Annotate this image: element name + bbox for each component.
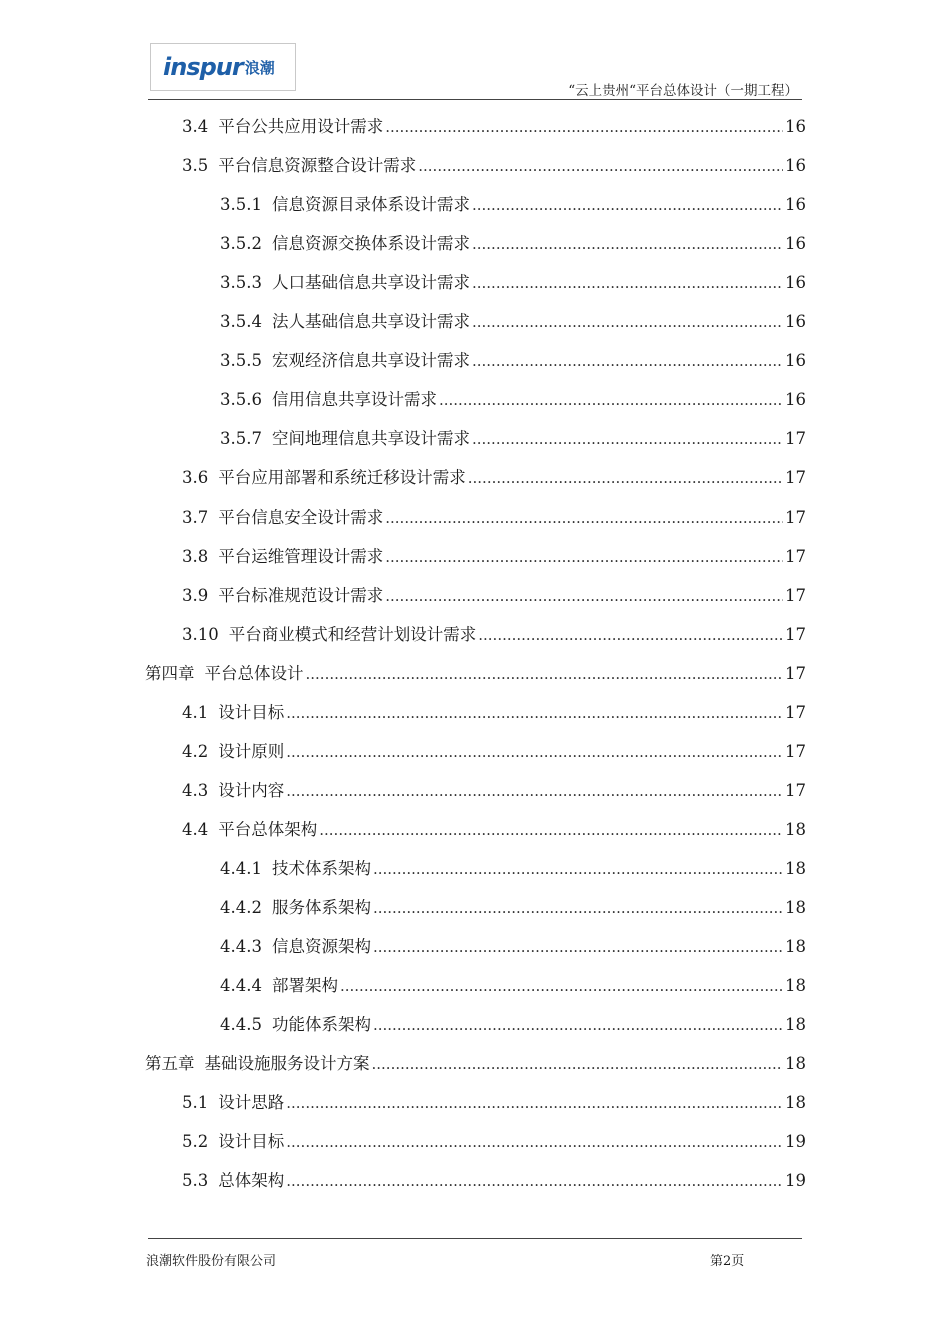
toc-dot-leader	[385, 509, 783, 527]
toc-entry-page: 16	[785, 234, 806, 254]
toc-entry-number: 3.5.1	[220, 195, 262, 215]
toc-entry-title: 平台总体架构	[218, 819, 318, 839]
toc-entry[interactable]	[220, 1011, 806, 1035]
toc-entry-page: 17	[785, 507, 806, 527]
toc-dot-leader	[478, 626, 783, 644]
toc-entry-number: 3.9	[182, 585, 209, 605]
toc-entry-title: 信息资源架构	[271, 937, 371, 957]
toc-entry[interactable]	[182, 1167, 806, 1191]
toc-entry[interactable]	[182, 504, 806, 528]
toc-dot-leader	[286, 782, 783, 800]
footer-page-number: 第2页	[710, 1254, 745, 1269]
toc-dot-leader	[418, 157, 783, 175]
toc-entry-title: 技术体系架构	[271, 858, 371, 878]
toc-entry-title: 平台公共应用设计需求	[218, 117, 384, 136]
toc-entry[interactable]	[182, 582, 806, 606]
logo-wordmark: inspur	[163, 53, 243, 81]
toc-entry-title: 部署架构	[271, 976, 338, 996]
toc-dot-leader	[340, 977, 783, 995]
toc-entry[interactable]	[220, 425, 806, 449]
toc-entry[interactable]	[182, 152, 806, 176]
toc-entry-title: 设计原则	[218, 741, 285, 761]
toc-entry-number: 3.5.4	[220, 312, 262, 332]
toc-entry-number: 4.4.3	[220, 937, 262, 957]
toc-entry-title: 信用信息共享设计需求	[271, 390, 437, 410]
toc-entry[interactable]	[220, 855, 806, 879]
toc-entry-page: 18	[785, 937, 806, 957]
toc-dot-leader	[472, 352, 783, 370]
toc-entry-number: 4.4.4	[220, 976, 262, 996]
toc-entry[interactable]	[220, 894, 806, 918]
toc-dot-leader	[472, 196, 783, 214]
toc-entry-number: 4.4.1	[220, 858, 262, 878]
toc-entry-title: 设计目标	[218, 702, 285, 722]
toc-entry-page: 16	[785, 351, 806, 371]
toc-entry-page: 18	[785, 898, 806, 917]
toc-entry-title: 人口基础信息共享设计需求	[271, 273, 470, 293]
toc-dot-leader	[385, 118, 783, 136]
toc-dot-leader	[472, 430, 783, 448]
toc-entry[interactable]	[145, 660, 806, 684]
toc-entry-number: 3.5.6	[220, 390, 262, 410]
toc-entry-page: 17	[785, 741, 806, 761]
toc-entry[interactable]	[145, 1050, 806, 1074]
toc-entry[interactable]	[182, 699, 806, 723]
toc-entry[interactable]	[220, 269, 806, 293]
toc-entry[interactable]	[220, 972, 806, 996]
toc-dot-leader	[439, 391, 783, 409]
toc-entry-page: 17	[785, 429, 806, 449]
toc-entry-page: 17	[785, 663, 806, 683]
toc-entry-number: 4.4.5	[220, 1015, 262, 1035]
toc-entry[interactable]	[220, 191, 806, 215]
toc-entry-title: 平台商业模式和经营计划设计需求	[228, 624, 477, 644]
document-title: “云上贵州“平台总体设计（一期工程）	[568, 83, 798, 99]
toc-entry-title: 平台总体设计	[204, 663, 304, 683]
toc-entry[interactable]	[182, 464, 806, 488]
toc-entry-title: 设计内容	[218, 780, 285, 800]
toc-dot-leader	[286, 743, 783, 761]
toc-entry-page: 17	[785, 702, 806, 722]
toc-entry-page: 16	[785, 117, 806, 136]
toc-dot-leader	[373, 938, 783, 956]
toc-entry-number: 3.7	[182, 507, 209, 527]
toc-entry-page: 16	[785, 273, 806, 293]
toc-entry-title: 设计目标	[218, 1132, 285, 1152]
company-logo	[150, 43, 296, 91]
toc-dot-leader	[306, 665, 784, 683]
toc-entry[interactable]	[182, 1089, 806, 1113]
toc-entry-page: 16	[785, 195, 806, 215]
toc-entry-page: 18	[785, 858, 806, 878]
toc-entry[interactable]	[182, 543, 806, 567]
toc-dot-leader	[385, 548, 783, 566]
toc-entry-number: 第四章	[145, 663, 195, 683]
toc-entry-number: 5.2	[182, 1132, 209, 1152]
toc-entry-number: 3.8	[182, 546, 209, 566]
toc-entry-page: 16	[785, 390, 806, 410]
toc-dot-leader	[286, 1133, 783, 1151]
toc-entry-title: 信息资源目录体系设计需求	[271, 195, 470, 215]
toc-entry-title: 基础设施服务设计方案	[204, 1054, 370, 1074]
toc-entry-number: 4.2	[182, 741, 209, 761]
toc-dot-leader	[472, 274, 783, 292]
toc-entry-page: 16	[785, 312, 806, 332]
toc-entry-page: 18	[785, 1015, 806, 1035]
toc-entry-number: 4.4.2	[220, 898, 262, 917]
toc-entry[interactable]	[220, 308, 806, 332]
header-divider	[148, 99, 802, 100]
toc-entry-title: 平台信息资源整合设计需求	[218, 156, 417, 176]
toc-entry-page: 17	[785, 624, 806, 644]
toc-entry-title: 平台标准规范设计需求	[218, 585, 384, 605]
toc-entry-title: 功能体系架构	[271, 1015, 371, 1035]
toc-entry[interactable]	[182, 1128, 806, 1152]
toc-dot-leader	[286, 1094, 783, 1112]
toc-entry[interactable]	[182, 738, 806, 762]
toc-entry-number: 第五章	[145, 1054, 195, 1074]
footer-divider	[148, 1238, 802, 1239]
toc-entry-page: 17	[785, 468, 806, 488]
toc-entry-title: 平台运维管理设计需求	[218, 546, 384, 566]
toc-entry-number: 3.6	[182, 468, 209, 488]
toc-entry-number: 3.5	[182, 156, 209, 176]
toc-entry-title: 设计思路	[218, 1093, 285, 1113]
toc-entry[interactable]	[220, 933, 806, 957]
toc-entry-number: 3.5.7	[220, 429, 262, 449]
toc-entry-title: 宏观经济信息共享设计需求	[271, 351, 470, 371]
toc-entry-number: 4.1	[182, 702, 209, 722]
toc-entry-number: 5.1	[182, 1093, 209, 1113]
toc-entry-page: 16	[785, 156, 806, 176]
toc-entry-title: 空间地理信息共享设计需求	[271, 429, 470, 449]
toc-dot-leader	[373, 1016, 783, 1034]
toc-entry-page: 18	[785, 819, 806, 839]
toc-entry-number: 3.5.3	[220, 273, 262, 293]
toc-entry[interactable]	[182, 621, 806, 645]
toc-dot-leader	[472, 313, 783, 331]
toc-dot-leader	[385, 587, 783, 605]
toc-entry-number: 5.3	[182, 1171, 209, 1191]
logo-chinese-name: 浪潮	[244, 58, 275, 77]
toc-dot-leader	[319, 821, 783, 839]
toc-entry[interactable]	[220, 386, 806, 410]
toc-entry-number: 3.4	[182, 117, 209, 136]
toc-entry-page: 18	[785, 1093, 806, 1113]
toc-entry-title: 法人基础信息共享设计需求	[271, 312, 470, 332]
toc-entry[interactable]	[182, 113, 806, 137]
toc-dot-leader	[372, 1055, 784, 1073]
toc-entry[interactable]	[220, 230, 806, 254]
toc-dot-leader	[472, 235, 783, 253]
toc-entry-page: 17	[785, 780, 806, 800]
toc-entry-title: 平台信息安全设计需求	[218, 507, 384, 527]
toc-entry-number: 4.3	[182, 780, 209, 800]
toc-entry-page: 18	[785, 1054, 806, 1074]
toc-dot-leader	[468, 469, 783, 487]
toc-dot-leader	[373, 860, 783, 878]
toc-entry-number: 4.4	[182, 819, 209, 839]
toc-dot-leader	[286, 1172, 783, 1190]
toc-entry-title: 平台应用部署和系统迁移设计需求	[218, 468, 466, 488]
toc-entry[interactable]	[182, 816, 806, 840]
toc-entry-title: 信息资源交换体系设计需求	[271, 234, 470, 254]
toc-entry-number: 3.5.2	[220, 234, 262, 254]
toc-dot-leader	[286, 704, 783, 722]
footer-company: 浪潮软件股份有限公司	[146, 1254, 277, 1269]
toc-entry-page: 17	[785, 546, 806, 566]
toc-entry-page: 19	[785, 1171, 806, 1191]
toc-entry[interactable]	[182, 777, 806, 801]
toc-entry-title: 服务体系架构	[271, 898, 371, 917]
toc-entry-number: 3.10	[182, 624, 219, 644]
toc-entry-title: 总体架构	[218, 1171, 285, 1191]
toc-entry[interactable]	[220, 347, 806, 371]
toc-entry-page: 19	[785, 1132, 806, 1152]
toc-dot-leader	[373, 899, 783, 917]
toc-entry-page: 18	[785, 976, 806, 996]
toc-entry-number: 3.5.5	[220, 351, 262, 371]
toc-entry-page: 17	[785, 585, 806, 605]
